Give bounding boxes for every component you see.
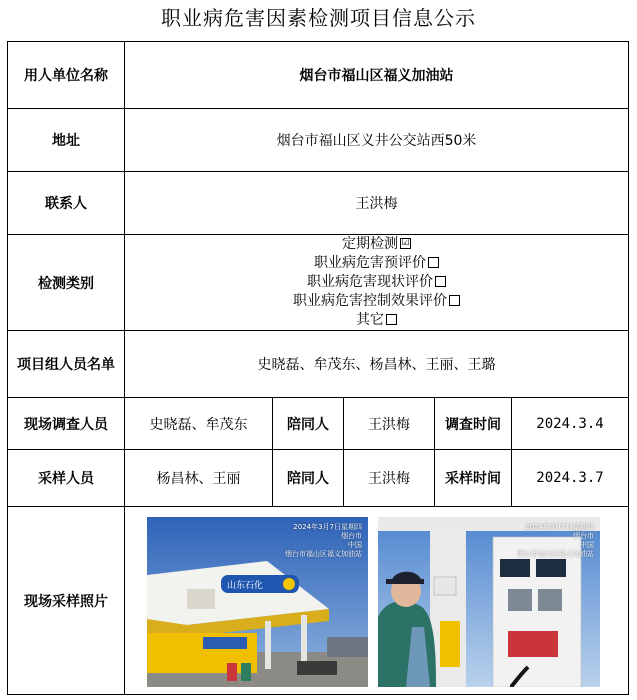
sampling-time-value: 2024.3.7 [512,450,629,507]
employer-label: 用人单位名称 [8,42,125,109]
survey-accompany-value: 王洪梅 [344,398,435,450]
row-team [8,331,629,398]
info-table [7,41,629,695]
type-option: 其它 [127,311,626,330]
site-photo-station[interactable] [147,517,368,687]
address-label: 地址 [8,109,125,172]
survey-label: 现场调查人员 [8,398,125,450]
team-label: 项目组人员名单 [8,331,125,398]
sampling-label: 采样人员 [8,450,125,507]
row-sampling [8,450,629,507]
photos-cell [125,507,629,695]
canopy-sign-text: 山东石化 [227,580,264,591]
page-title: 职业病危害因素检测项目信息公示 [161,6,476,30]
row-employer [8,42,629,109]
sampling-accompany-label: 陪同人 [273,450,344,507]
type-option: 职业病危害预评价 [127,254,626,273]
type-option: 职业病危害控制效果评价 [127,292,626,311]
checkbox-checked-icon: ☑ [401,237,410,248]
checkbox-empty-icon [449,295,460,306]
survey-time-label: 调查时间 [435,398,512,450]
type-options [125,235,629,331]
contact-label: 联系人 [8,172,125,235]
sampling-value: 杨昌林、王丽 [125,450,273,507]
team-value: 史晓磊、牟茂东、杨昌林、王丽、王璐 [125,331,629,398]
sampling-time-label: 采样时间 [435,450,512,507]
type-option: 定期检测 ☑ [342,236,410,252]
row-photos [8,507,629,695]
row-address [8,109,629,172]
photo-stamp: 2024年3月7日星期四 烟台市 中国 烟台市福山区福义加油站 [285,522,362,558]
checkbox-empty-icon [435,276,446,287]
type-label: 检测类别 [8,235,125,331]
row-contact [8,172,629,235]
contact-value: 王洪梅 [125,172,629,235]
photos-label: 现场采样照片 [8,507,125,695]
row-type [8,235,629,331]
address-value: 烟台市福山区义井公交站西50米 [125,109,629,172]
site-photo-dispenser[interactable] [378,517,600,687]
sampling-accompany-value: 王洪梅 [344,450,435,507]
photo-stamp: 2024年3月7日星期四 烟台市 中国 烟台市福山区福义加油站 [517,522,594,558]
survey-accompany-label: 陪同人 [273,398,344,450]
type-option: 职业病危害现状评价 [127,273,626,292]
employer-value: 烟台市福山区福义加油站 [125,42,629,109]
row-survey [8,398,629,450]
checkbox-empty-icon [386,314,397,325]
checkbox-empty-icon [428,257,439,268]
survey-value: 史晓磊、牟茂东 [125,398,273,450]
photos-area [125,508,628,694]
survey-time-value: 2024.3.4 [512,398,629,450]
